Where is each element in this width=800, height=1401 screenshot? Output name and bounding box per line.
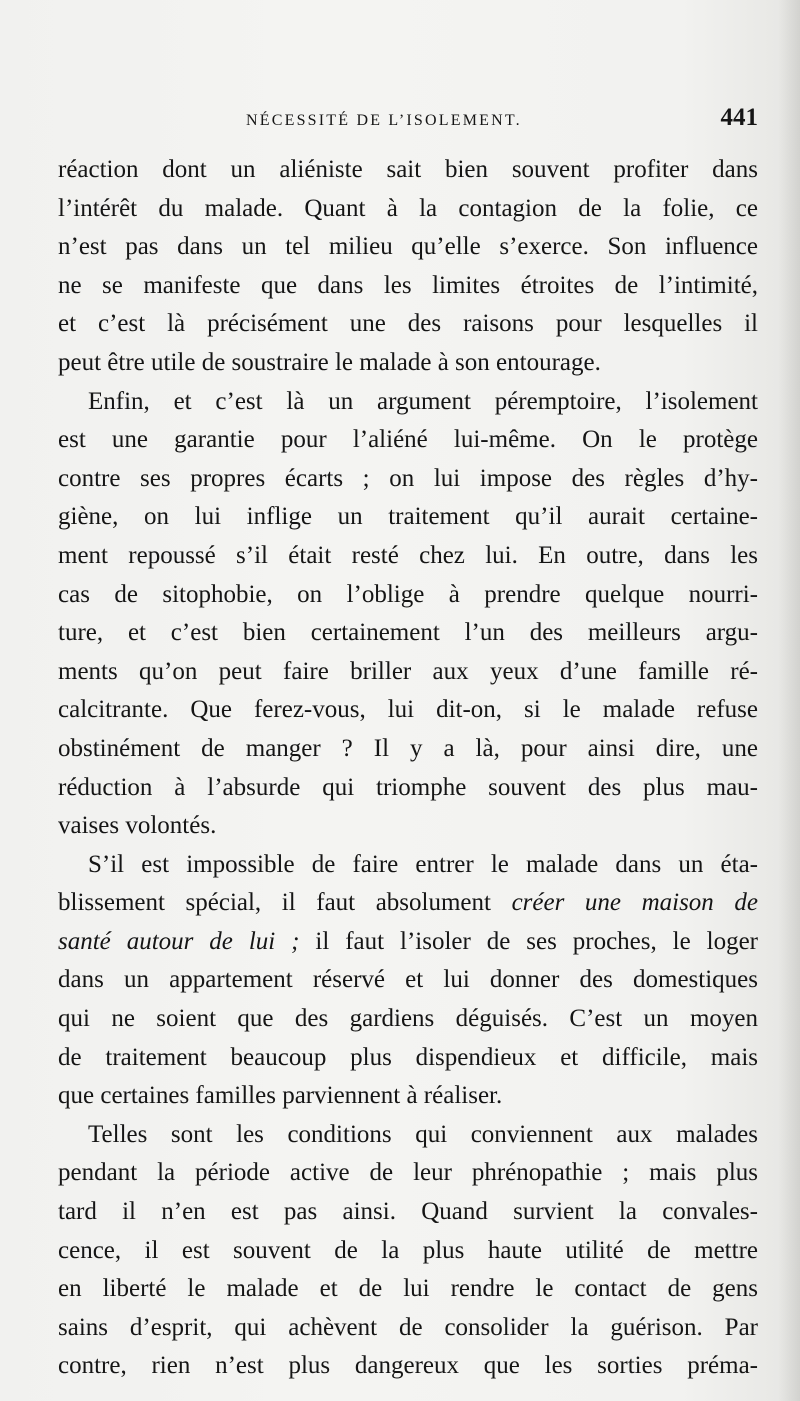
text-line: réaction dont un aliéniste sait bien souvent profiter dans (58, 156, 758, 183)
text-line: tard il n’en est pas ainsi. Quand survient la convales- (58, 1198, 758, 1226)
running-title: NÉCESSITÉ DE L’ISOLEMENT. (246, 112, 522, 129)
page-number: 441 (720, 104, 758, 131)
text-line: que certaines familles parviennent à réaliser. (58, 1082, 503, 1110)
text-line: ture, et c’est bien certainement l’un des meilleurs argu- (58, 619, 758, 647)
text-line: obstinément de manger ? Il y a là, pour ainsi dire, une (58, 734, 758, 762)
emphasis-text: créer une maison de (511, 889, 758, 917)
text-line: réduction à l’absurde qui triomphe souvent des plus mau- (58, 773, 758, 801)
page-edge-shadow (778, 0, 800, 1401)
text-line: de traitement beaucoup plus dispendieux et difficile, mais (58, 1043, 758, 1071)
text-line: en liberté le malade et de lui rendre le contact de gens (58, 1275, 758, 1303)
text-line: dans un appartement réservé et lui donner des domestiques (58, 966, 758, 994)
text-line-with-emphasis (58, 923, 758, 962)
text-line: cas de sitophobie, on l’oblige à prendre quelque nourri- (58, 580, 758, 608)
text-line: giène, on lui inflige un traitement qu’il aurait certaine- (58, 503, 758, 531)
text-line: vaises volontés. (58, 812, 217, 840)
text-line: Telles sont les conditions qui conviennent aux malades (88, 1120, 758, 1148)
text-line: Enfin, et c’est là un argument péremptoire, l’isolement (88, 387, 758, 415)
text-line: et c’est là précisément une des raisons pour lesquelles il (58, 310, 758, 338)
text-line: calcitrante. Que ferez-vous, lui dit-on, si le malade refuse (58, 696, 758, 724)
text-run: il faut l’isoler de ses proches, le loger (299, 927, 758, 955)
text-line: qui ne soient que des gardiens déguisés. C’est un moyen (58, 1005, 758, 1033)
text-line: S’il est impossible de faire entrer le malade dans un éta- (88, 850, 758, 878)
text-line: n’est pas dans un tel milieu qu’elle s’exerce. Son influence (58, 233, 758, 261)
paragraph-3 (58, 846, 758, 1116)
text-line: sains d’esprit, qui achèvent de consolider la guérison. Par (58, 1313, 758, 1341)
text-line: contre ses propres écarts ; on lui impose des règles d’hy- (58, 464, 758, 492)
emphasis-text: santé autour de lui ; (58, 927, 300, 955)
text-line: contre, rien n’est plus dangereux que les sorties préma- (58, 1352, 758, 1380)
text-line: cence, il est souvent de la plus haute utilité de mettre (58, 1236, 758, 1264)
text-line: ments qu’on peut faire briller aux yeux d’une famille ré- (58, 657, 758, 685)
body-text (58, 151, 758, 1386)
text-run: blissement spécial, il faut absolument (58, 889, 512, 917)
paragraph-4 (58, 1116, 758, 1386)
text-line: pendant la période active de leur phrénopathie ; mais plus (58, 1159, 758, 1187)
paragraph-1 (58, 151, 758, 383)
text-line: ne se manifeste que dans les limites étroites de l’intimité, (58, 271, 758, 299)
paragraph-2 (58, 383, 758, 846)
text-line: est une garantie pour l’aliéné lui-même. On le protège (58, 426, 758, 454)
text-line: peut être utile de soustraire le malade à son entourage. (58, 348, 601, 376)
text-line: l’intérêt du malade. Quant à la contagion de la folie, ce (58, 194, 758, 222)
text-line-with-emphasis (58, 884, 758, 923)
running-head (58, 104, 758, 144)
text-line: ment repoussé s’il était resté chez lui. En outre, dans les (58, 541, 758, 569)
